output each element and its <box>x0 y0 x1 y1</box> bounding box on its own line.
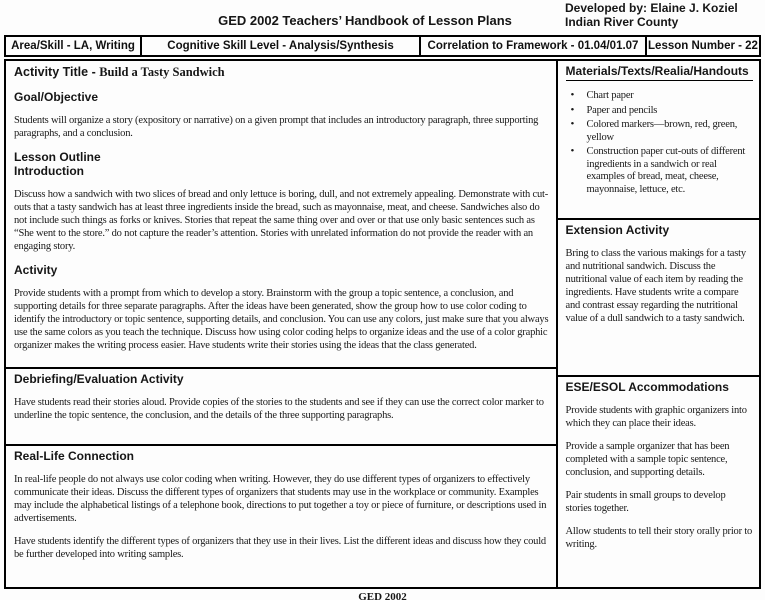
page-header <box>0 0 765 29</box>
activity-heading: Activity <box>14 263 58 277</box>
developed-by-block <box>565 1 738 29</box>
materials-item <box>566 146 753 196</box>
goal-objective-text: Students will organize a story (expository or narrative) on a given prompt that includes an introductory paragraph, three supporting paragraphs, and a conclusion. <box>14 115 539 139</box>
developed-by-line2: Indian River County <box>565 15 679 29</box>
activity-title-value: Build a Tasty Sandwich <box>99 65 225 79</box>
materials-item-text: Colored markers—brown, red, green, yellow <box>586 119 738 143</box>
bullet-icon: • <box>570 118 575 130</box>
header-cell-cognitive-level: Cognitive Skill Level - Analysis/Synthesis <box>142 37 421 55</box>
section-real-life-connection <box>6 444 556 587</box>
materials-item <box>566 90 753 103</box>
page-footer: GED 2002 <box>358 591 407 600</box>
developed-by-line1: Developed by: Elaine J. Koziel <box>565 1 738 15</box>
header-cell-correlation: Correlation to Framework - 01.04/01.07 <box>421 37 647 55</box>
header-strip <box>4 35 761 57</box>
debriefing-heading: Debriefing/Evaluation Activity <box>14 372 184 386</box>
esol-paragraph-3: Pair students in small groups to develop stories together. <box>565 490 726 514</box>
activity-title-label: Activity Title - <box>14 65 100 79</box>
activity-text: Provide students with a prompt from which to develop a story. Brainstorm with the group a topic sentence, a conclusion, and supporting details for three separate paragraphs. After the ideas have been generated, show the group how to use color coding to identify the introductory or topic sentence, supporting details, and conclusion. You can use any colors, just make sure that you always use the same colors as you teach the technique. Discuss how using color coding helps to organize ideas and the use of a color graphic organizer makes the writing process easier. Have students write their stories using the ideas that the class generated. <box>14 288 549 351</box>
materials-heading: Materials/Texts/Realia/Handouts <box>566 64 753 81</box>
materials-item <box>566 119 753 144</box>
materials-item-text: Construction paper cut-outs of different ingredients in a sandwich or real examples of bread, meat, cheese, mayonnaise, lettuce, etc. <box>586 146 746 195</box>
section-esol-accommodations <box>558 375 759 587</box>
esol-paragraph-1: Provide students with graphic organizers into which they can place their ideas. <box>565 405 747 429</box>
esol-paragraph-4: Allow students to tell their story orally prior to writing. <box>565 526 753 550</box>
introduction-heading: Introduction <box>14 164 84 178</box>
real-life-paragraph-1: In real-life people do not always use color coding when writing. However, they do use different types of organizers to effectively communicate their ideas. Discuss the different types of organizers that students may use in the workplace or community. Examples may include the alphabetical listings of a telephone book, directions to put together a toy or piece of furniture, or descriptions used in advertisements. <box>14 474 547 524</box>
section-debriefing <box>6 367 556 444</box>
real-life-heading: Real-Life Connection <box>14 449 135 463</box>
lesson-outline-heading: Lesson Outline <box>14 150 101 164</box>
materials-item-text: Paper and pencils <box>586 104 658 116</box>
left-column <box>6 61 556 587</box>
extension-text: Bring to class the various makings for a tasty and nutritional sandwich. Discuss the nutritional value of each item by reading the ingredients. Have students write a compare and contrast essay regarding the nutritional value of a dull sandwich to a tasty sandwich. <box>565 248 746 324</box>
debriefing-text: Have students read their stories aloud. Provide copies of the stories to the students and see if they can use the correct color marker to underline the topic sentence, the conclusion, and the details of the three supporting paragraphs. <box>14 397 544 421</box>
header-cell-lesson-number: Lesson Number - 22 <box>648 40 758 52</box>
header-cell-area-skill: Area/Skill - LA, Writing <box>6 37 142 55</box>
real-life-paragraph-2: Have students identify the different types of organizers that they use in their lives. List the different ideas and discuss how they could be further developed into writing samples. <box>14 536 546 560</box>
esol-paragraph-2: Provide a sample organizer that has been completed with a sample topic sentence, conclusion, and supporting details. <box>565 441 730 478</box>
esol-heading: ESE/ESOL Accommodations <box>565 380 729 394</box>
right-column <box>556 61 759 587</box>
materials-item <box>566 105 753 118</box>
lesson-plan-table <box>4 59 761 589</box>
section-extension-activity <box>558 218 759 375</box>
bullet-icon: • <box>570 145 575 157</box>
section-lesson-body <box>6 61 556 367</box>
materials-list <box>566 90 753 196</box>
bullet-icon: • <box>570 89 575 101</box>
section-materials <box>558 61 759 218</box>
materials-item-text: Chart paper <box>586 90 634 101</box>
page-title: GED 2002 Teachers’ Handbook of Lesson Plans <box>218 13 512 28</box>
extension-heading: Extension Activity <box>565 223 670 237</box>
goal-objective-heading: Goal/Objective <box>14 90 99 104</box>
introduction-text: Discuss how a sandwich with two slices of bread and only lettuce is boring, dull, and not extremely appealing. Demonstrate with cut-outs that a tasty sandwich has at least three ingredients inside the bread, such as mayonnaise, meat, and cheese. Sandwiches also do not include such things as forks or knives. Stories that repeat the same thing over and over or that use only basic sentences such as “She went to the store.” do not capture the reader’s attention. Stories with unrelated information do not provide the reader with an engaging story. <box>14 189 549 252</box>
bullet-icon: • <box>570 103 575 116</box>
activity-title <box>14 65 550 80</box>
